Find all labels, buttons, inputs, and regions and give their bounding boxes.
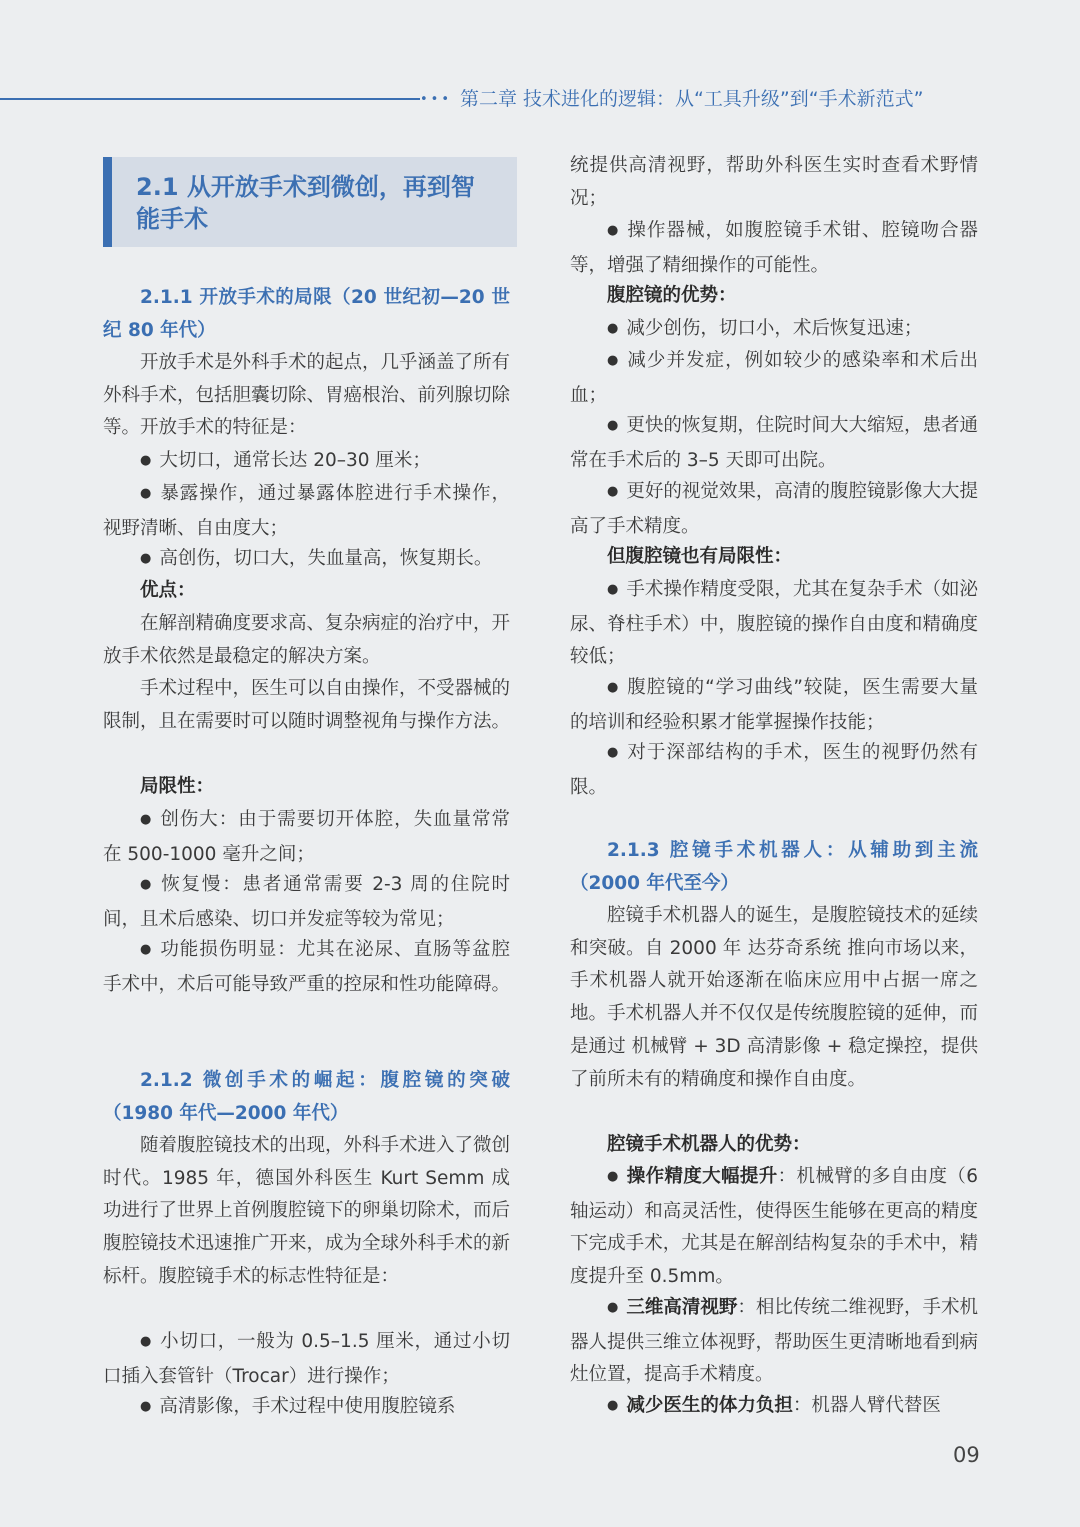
section-heading-box bbox=[103, 157, 517, 247]
list-item: ● 暴露操作，通过暴露体腔进行手术操作，视野清晰、自由度大； bbox=[103, 478, 510, 545]
list-item: ● 减少创伤，切口小，术后恢复迅速； bbox=[570, 313, 978, 348]
list-item: ● 高创伤，切口大，失血量高，恢复期长。 bbox=[103, 543, 510, 578]
list-item: ● 更快的恢复期，住院时间大大缩短，患者通常在手术后的 3–5 天即可出院。 bbox=[570, 410, 978, 477]
header-dots: ••• bbox=[420, 92, 453, 107]
list-item: ● 高清影像，手术过程中使用腹腔镜系 bbox=[103, 1391, 510, 1426]
subsection-title-2-1-1: 2.1.1 开放手术的局限（20 世纪初—20 世纪 80 年代） bbox=[103, 287, 510, 341]
paragraph: 随着腹腔镜技术的出现，外科手术进入了微创时代。1985 年，德国外科医生 Kurt Semm 成功进行了世界上首例腹腔镜下的卵巢切除术，而后腹腔镜技术迅速推广开来，成为全球外科手术的新标杆。腹腔镜手术的标志性特征是： bbox=[103, 1135, 511, 1287]
paragraph: 统提供高清视野，帮助外科医生实时查看术野情况； bbox=[570, 155, 978, 209]
list-item: ● 减少并发症，例如较少的感染率和术后出血； bbox=[570, 345, 978, 412]
list-item: ● 腹腔镜的“学习曲线”较陡，医生需要大量的培训和经验积累才能掌握操作技能； bbox=[570, 672, 978, 739]
list-item: ● 操作器械，如腹腔镜手术钳、腔镜吻合器等，增强了精细操作的可能性。 bbox=[570, 215, 978, 282]
list-item bbox=[570, 1390, 978, 1425]
paragraph: 腔镜手术机器人的诞生，是腹腔镜技术的延续和突破。自 2000 年 达芬奇系统 推向市场以来，手术机器人就开始逐渐在临床应用中占据一席之地。手术机器人并不仅仅是传统腹腔镜的延伸，而是通过 机械臂 + 3D 高清影像 + 稳定操控，提供了前所未有的精确度和操作自由度。 bbox=[570, 905, 978, 1090]
list-item: ● 创伤大：由于需要切开体腔，失血量常常在 500-1000 毫升之间； bbox=[103, 804, 510, 871]
laparoscope-advantages-label: 腹腔镜的优势： bbox=[607, 285, 737, 306]
paragraph: 开放手术是外科手术的起点，几乎涵盖了所有外科手术，包括胆囊切除、胃癌根治、前列腺切除等。开放手术的特征是： bbox=[103, 352, 511, 439]
list-item: ● 恢复慢：患者通常需要 2-3 周的住院时间，且术后感染、切口并发症等较为常见； bbox=[103, 869, 510, 936]
list-item: ● 大切口，通常长达 20–30 厘米； bbox=[103, 445, 510, 480]
list-item: ● 对于深部结构的手术，医生的视野仍然有限。 bbox=[570, 737, 978, 804]
list-item-text: ：机器人臂代替医 bbox=[792, 1395, 941, 1416]
list-item-text: ：相比传统二维视野，手术机器人提供三维立体视野，帮助医生更清晰地看到病灶位置，提高手术精度。 bbox=[570, 1297, 978, 1386]
list-item: ● 手术操作精度受限，尤其在复杂手术（如泌尿、脊柱手术）中，腹腔镜的操作自由度和精确度较低； bbox=[570, 574, 978, 674]
advantages-label: 优点： bbox=[140, 580, 196, 601]
chapter-title: 第二章 技术进化的逻辑：从“工具升级”到“手术新范式” bbox=[460, 88, 924, 110]
list-item-text: ：机械臂的多自由度（6 轴运动）和高灵活性，使得医生能够在更高的精度下完成手术，尤其是在解剖结构复杂的手术中，精度提升至 0.5mm。 bbox=[570, 1166, 978, 1288]
section-title: 2.1 从开放手术到微创，再到智能手术 bbox=[136, 173, 475, 233]
laparoscope-limitations-label: 但腹腔镜也有局限性： bbox=[607, 546, 793, 567]
list-item: ● 功能损伤明显：尤其在泌尿、直肠等盆腔手术中，术后可能导致严重的控尿和性功能障碍。 bbox=[103, 934, 510, 1001]
list-item bbox=[570, 1161, 978, 1294]
list-item-bold: 操作精度大幅提升 bbox=[626, 1166, 778, 1187]
list-item bbox=[570, 1292, 978, 1392]
page-number: 09 bbox=[953, 1443, 980, 1467]
list-item-bold: 三维高清视野 bbox=[626, 1297, 738, 1318]
subsection-title-2-1-3: 2.1.3 腔镜手术机器人：从辅助到主流（2000 年代至今） bbox=[570, 840, 978, 894]
header-rule bbox=[0, 98, 420, 100]
list-item-bold: 减少医生的体力负担 bbox=[626, 1395, 793, 1416]
paragraph: 在解剖精确度要求高、复杂病症的治疗中，开放手术依然是最稳定的解决方案。 bbox=[103, 613, 511, 667]
paragraph: 手术过程中，医生可以自由操作，不受器械的限制，且在需要时可以随时调整视角与操作方法。 bbox=[103, 678, 511, 732]
robot-advantages-label: 腔镜手术机器人的优势： bbox=[607, 1134, 811, 1155]
list-item: ● 更好的视觉效果，高清的腹腔镜影像大大提高了手术精度。 bbox=[570, 476, 978, 543]
limitations-label: 局限性： bbox=[140, 776, 215, 797]
list-item: ● 小切口，一般为 0.5–1.5 厘米，通过小切口插入套管针（Trocar）进行操作； bbox=[103, 1326, 510, 1393]
subsection-title-2-1-2: 2.1.2 微创手术的崛起：腹腔镜的突破（1980 年代—2000 年代） bbox=[103, 1070, 510, 1124]
